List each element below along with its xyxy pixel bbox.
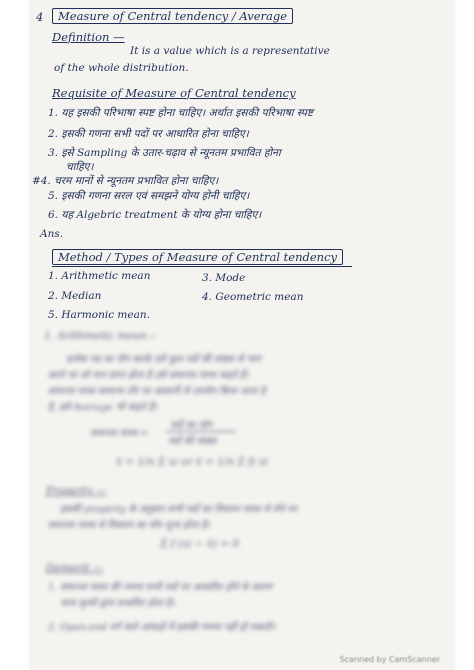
requisite-item-5: 5. इसकी गणना सरल एवं समझने योग्य होनी चाहिए।	[48, 190, 250, 202]
method-geometric-mean: 4. Geometric mean	[202, 291, 304, 303]
requisite-heading: Requisite of Measure of Central tendency	[52, 86, 296, 100]
method-arithmetic-mean: 1. Arithmetic mean	[48, 270, 151, 282]
notebook-page	[30, 0, 454, 670]
blur-line-8: चरम मूल्यों द्वारा प्रभावित होता है।	[60, 598, 175, 609]
blur-line-7: 1. समान्तर माध्य की गणना सभी पदों पर आधारित होने के कारण	[48, 582, 273, 593]
blur-line-3: समान्तर माध्य सामान्य तौर पर आसानी से उपयोग किया जाता है	[48, 386, 266, 397]
method-heading: Method / Types of Measure of Central tendency	[52, 249, 343, 265]
requisite-item-6: 6. यह Algebric treatment के योग्य होना चाहिए।	[48, 209, 262, 221]
blur-line-6: समान्तर माध्य से विचलन का योग शून्य होता है।	[48, 520, 210, 531]
blur-fraction-bar	[166, 431, 236, 432]
page-title: Measure of Central tendency / Average	[52, 8, 293, 24]
blur-line-9: 2. Open-end वर्ग वाले आंकड़ों में इसकी गणना नहीं हो सकती।	[48, 622, 276, 633]
requisite-item-2: 2. इसकी गणना सभी पदों पर आधारित होना चाहिए।	[48, 128, 249, 140]
blur-line-4: है, इसे Average भी कहते हैं।	[48, 402, 158, 413]
definition-text-line-2: of the whole distribution.	[54, 62, 189, 74]
blur-line-5: इसकी property के अनुसार सभी पदों का विचलन माध्य से लेने पर	[60, 504, 297, 515]
blurred-lower-section	[30, 330, 454, 670]
blur-line-1: प्रत्येक पद का योग करके उसे कुल पदों की संख्या से भाग	[66, 354, 262, 365]
requisite-item-4: #4. चरम मानों से न्यूनतम प्रभावित होना चाहिए।	[32, 175, 219, 187]
blur-formula-2: x̄ = 1/n Σ xi or x̄ = 1/n Σ fi xi	[116, 456, 268, 468]
blur-formula-den: पदों की संख्या	[168, 436, 217, 447]
requisite-item-3: 3. इसे Sampling के उतार-चढ़ाव से न्यूनतम प्रभावित होना	[48, 147, 281, 159]
definition-text-line-1: It is a value which is a representative	[130, 45, 330, 57]
requisite-item-1: 1. यह इसकी परिभाषा स्पष्ट होना चाहिए। अर्थात इसकी परिभाषा स्पष्ट	[48, 107, 313, 119]
heading-underline	[52, 266, 352, 267]
method-median: 2. Median	[48, 290, 102, 302]
blur-line-2: करने पर जो मान प्राप्त होता है उसे समान्तर माध्य कहते हैं।	[48, 370, 249, 381]
scanner-watermark: Scanned by CamScanner	[339, 655, 440, 664]
method-mode: 3. Mode	[202, 272, 246, 284]
blur-arithmetic-heading: 1. Arithmetic mean :-	[44, 330, 157, 342]
blur-formula-lhs: समान्तर माध्य =	[90, 428, 149, 439]
requisite-item-3-cont: चाहिए।	[66, 161, 94, 173]
blur-formula-3: Σ f (xi − x̄) = 0	[160, 538, 240, 550]
blur-formula-num: पदों का योग	[170, 420, 213, 431]
blur-demerit-heading: Demerit —	[46, 562, 104, 574]
page-number: 4	[36, 10, 44, 24]
ans-label: Ans.	[40, 228, 64, 240]
definition-heading: Definition —	[52, 30, 125, 44]
blur-property-heading: Property —	[46, 485, 107, 497]
method-harmonic-mean: 5. Harmonic mean.	[48, 309, 150, 321]
